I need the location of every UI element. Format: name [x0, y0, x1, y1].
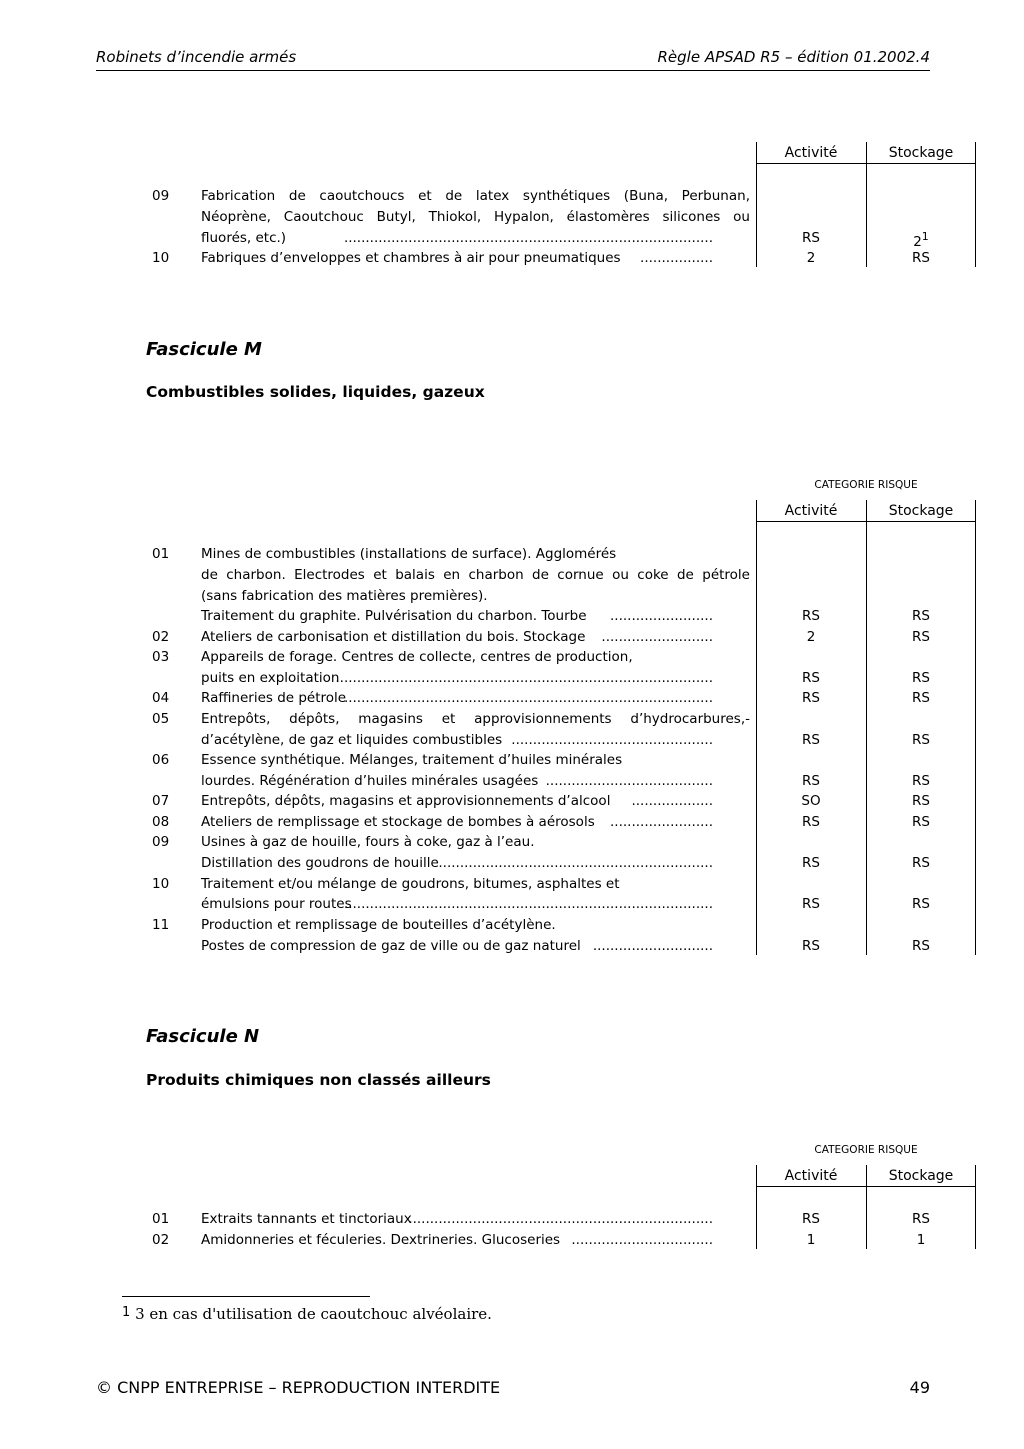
table-row [0, 917, 1024, 938]
stockage-value: RS [912, 896, 930, 912]
activite-value: RS [802, 1211, 820, 1227]
stockage-value: RS [912, 670, 930, 686]
table-row [0, 670, 1024, 691]
row-text: Traitement du graphite. Pulvérisation du charbon. Tourbe [201, 608, 587, 624]
footnote-text: 3 en cas d'utilisation de caoutchouc alvéolaire. [135, 1305, 492, 1323]
table-row [0, 876, 1024, 897]
dot-leader: ................... [631, 793, 713, 809]
table-row [0, 250, 1024, 271]
table-row [0, 732, 1024, 753]
col-header-activite: Activité [784, 503, 838, 519]
section-title: Fascicule M [146, 339, 262, 360]
dot-leader: ........................ [610, 608, 713, 624]
stockage-value: RS [912, 938, 930, 954]
row-number: 01 [152, 1211, 170, 1227]
row-number: 02 [152, 629, 170, 645]
table-row [0, 588, 1024, 609]
row-text: Amidonneries et féculeries. Dextrineries. Glucoseries [201, 1232, 561, 1248]
row-number: 02 [152, 1232, 170, 1248]
dot-leader: .......................... [601, 629, 713, 645]
activite-value: RS [802, 773, 820, 789]
table-row [0, 649, 1024, 670]
stockage-value: RS [912, 608, 930, 624]
stockage-value: RS [912, 1211, 930, 1227]
dot-leader: ........................................................................................ [335, 670, 713, 686]
section-subtitle: Produits chimiques non classés ailleurs [146, 1071, 491, 1089]
row-text: de charbon. Electrodes et balais en charbon de cornue ou coke de pétrole [201, 567, 750, 583]
row-text: Traitement et/ou mélange de goudrons, bitumes, asphaltes et [201, 876, 620, 892]
table-row [0, 546, 1024, 567]
dot-leader: ........................ [610, 814, 713, 830]
row-number: 09 [152, 188, 170, 204]
activite-value: RS [802, 608, 820, 624]
category-label: CATEGORIE RISQUE [814, 1144, 918, 1156]
header-doc-title: Robinets d’incendie armés [96, 48, 297, 66]
col-header-activite: Activité [784, 1168, 838, 1184]
stockage-value: 1 [916, 1232, 926, 1248]
col-header-stockage: Stockage [888, 503, 954, 519]
col-header-stockage: Stockage [888, 145, 954, 161]
activite-value: RS [802, 670, 820, 686]
dot-leader: ....................................................................... [408, 1211, 713, 1227]
activite-value: RS [802, 938, 820, 954]
dot-leader: ................................................................ [438, 855, 713, 871]
row-text: Essence synthétique. Mélanges, traitement d’huiles minérales [201, 752, 623, 768]
stockage-value: RS [912, 793, 930, 809]
activite-value: 1 [806, 1232, 816, 1248]
footnote [122, 1305, 492, 1323]
stockage-value: RS [912, 629, 930, 645]
table-row [0, 896, 1024, 917]
section-title: Fascicule N [146, 1026, 260, 1047]
table-row [0, 711, 1024, 732]
dot-leader: ....................................... [545, 773, 713, 789]
row-text: puits en exploitation [201, 670, 340, 686]
stockage-value: RS [912, 773, 930, 789]
table-row [0, 209, 1024, 230]
header-rule [756, 163, 976, 164]
page-number: 49 [909, 1378, 930, 1397]
header-rule [756, 521, 976, 522]
header-rule-edition: Règle APSAD R5 – édition 01.2002.4 [657, 48, 930, 66]
table-row [0, 567, 1024, 588]
category-label: CATEGORIE RISQUE [814, 479, 918, 491]
row-text: Fabriques d’enveloppes et chambres à air pour pneumatiques [201, 250, 621, 266]
table-row [0, 608, 1024, 629]
activite-value: 2 [806, 629, 816, 645]
activite-value: RS [802, 690, 820, 706]
row-text: Postes de compression de gaz de ville ou de gaz naturel [201, 938, 581, 954]
row-number: 04 [152, 690, 170, 706]
stockage-value: RS [912, 690, 930, 706]
row-number: 03 [152, 649, 170, 665]
table-row [0, 814, 1024, 835]
footnote-ref: 1 [921, 230, 929, 243]
activite-value: SO [801, 793, 821, 809]
stockage-value [867, 230, 975, 250]
row-text: Production et remplissage de bouteilles d’acétylène. [201, 917, 556, 933]
dot-leader: ...................................................................................... [343, 230, 713, 246]
table-row [0, 834, 1024, 855]
table-row [0, 188, 1024, 209]
activite-value: RS [802, 732, 820, 748]
activite-value: RS [802, 896, 820, 912]
col-header-activite: Activité [784, 145, 838, 161]
table-row [0, 855, 1024, 876]
table-row [0, 230, 1024, 251]
table-row [0, 690, 1024, 711]
dot-leader: ................................. [571, 1232, 713, 1248]
page-header [96, 48, 930, 71]
dot-leader: ............................ [592, 938, 713, 954]
section-subtitle: Combustibles solides, liquides, gazeux [146, 383, 485, 401]
stockage-value: RS [912, 250, 930, 266]
row-text: Mines de combustibles (installations de surface). Agglomérés [201, 546, 617, 562]
table-row [0, 938, 1024, 959]
footer-copyright: © CNPP ENTREPRISE – REPRODUCTION INTERDITE [96, 1378, 501, 1397]
row-number: 11 [152, 917, 170, 933]
activite-value: RS [802, 855, 820, 871]
row-number: 08 [152, 814, 170, 830]
row-number: 06 [152, 752, 170, 768]
table-row [0, 752, 1024, 773]
row-text: lourdes. Régénération d’huiles minérales usagées [201, 773, 539, 789]
row-number: 07 [152, 793, 170, 809]
dot-leader: ............................................... [511, 732, 713, 748]
row-number: 10 [152, 876, 170, 892]
row-text: Entrepôts, dépôts, magasins et approvisionnements d’alcool [201, 793, 611, 809]
dot-leader: ...................................................................................... [343, 690, 713, 706]
row-number: 01 [152, 546, 170, 562]
activite-value: RS [802, 230, 820, 246]
activite-value: 2 [806, 250, 816, 266]
row-text: Néoprène, Caoutchouc Butyl, Thiokol, Hypalon, élastomères silicones ou [201, 209, 750, 225]
stockage-value: RS [912, 814, 930, 830]
row-text: Extraits tannants et tinctoriaux [201, 1211, 412, 1227]
table-row [0, 629, 1024, 650]
footnote-marker: 1 [122, 1305, 131, 1320]
footnote-separator [122, 1296, 370, 1297]
table-row [0, 1211, 1024, 1232]
stockage-value: RS [912, 855, 930, 871]
row-text: Ateliers de remplissage et stockage de bombes à aérosols [201, 814, 595, 830]
row-text: fluorés, etc.) [201, 230, 287, 246]
row-text: Raffineries de pétrole [201, 690, 347, 706]
col-header-stockage: Stockage [888, 1168, 954, 1184]
dot-leader: ...................................................................................... [343, 896, 713, 912]
row-number: 09 [152, 834, 170, 850]
stockage-value-text: 2 [913, 234, 922, 250]
row-text: Distillation des goudrons de houille [201, 855, 439, 871]
table-row [0, 773, 1024, 794]
row-text: Ateliers de carbonisation et distillation du bois. Stockage [201, 629, 586, 645]
dot-leader: ................. [640, 250, 713, 266]
table-row [0, 793, 1024, 814]
row-number: 10 [152, 250, 170, 266]
activite-value: RS [802, 814, 820, 830]
row-text: Usines à gaz de houille, fours à coke, gaz à l’eau. [201, 834, 535, 850]
header-rule [756, 1186, 976, 1187]
row-text: émulsions pour routes [201, 896, 352, 912]
stockage-value: RS [912, 732, 930, 748]
row-text: d’acétylène, de gaz et liquides combustibles [201, 732, 503, 748]
row-text: Appareils de forage. Centres de collecte, centres de production, [201, 649, 633, 665]
row-text: (sans fabrication des matières premières). [201, 588, 488, 604]
row-text: Fabrication de caoutchoucs et de latex synthétiques (Buna, Perbunan, [201, 188, 750, 204]
row-number: 05 [152, 711, 170, 727]
table-row [0, 1232, 1024, 1253]
row-text: Entrepôts, dépôts, magasins et approvisionnements d’hydrocarbures,- [201, 711, 750, 727]
